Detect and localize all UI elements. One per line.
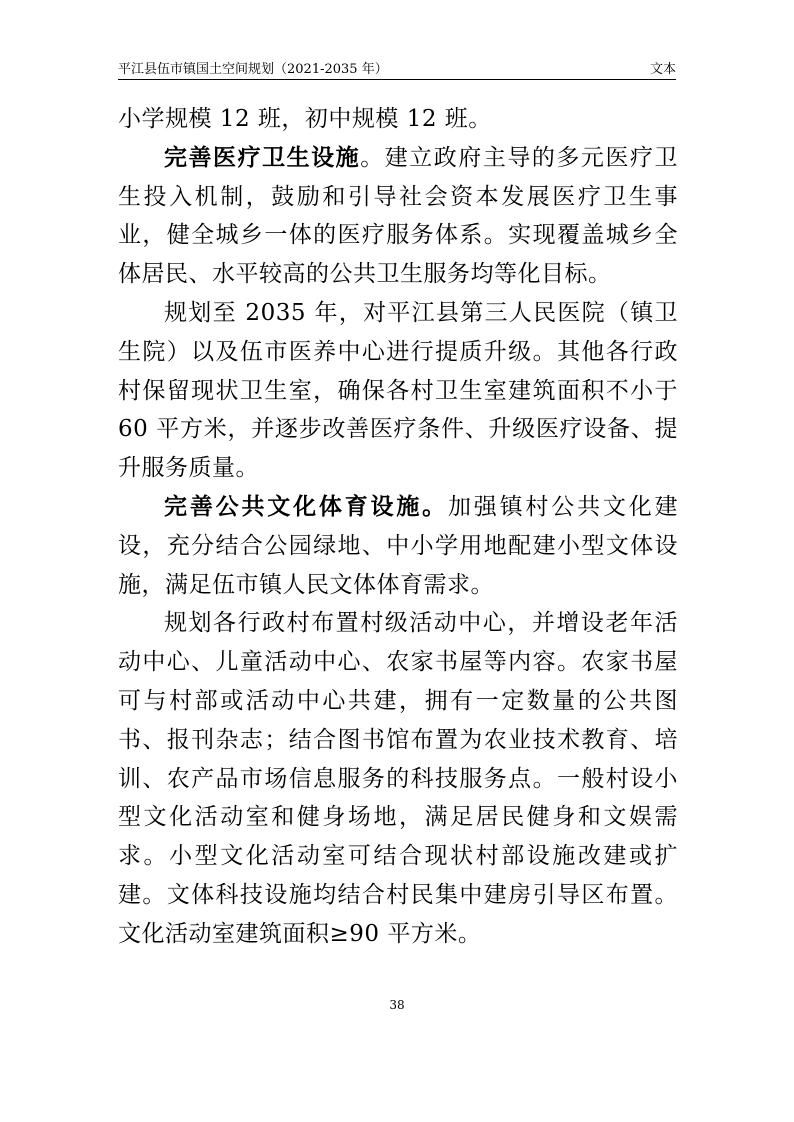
paragraph-medical bbox=[118, 139, 678, 294]
header-doc-type: 文本 bbox=[649, 62, 676, 77]
paragraph-lead-medical: 完善医疗卫生设施 bbox=[164, 143, 361, 171]
paragraph-lead-culture: 完善公共文化体育设施。 bbox=[164, 492, 448, 520]
paragraph-text: 规划至 2035 年，对平江县第三人民医院（镇卫生院）以及伍市医养中心进行提质升级。其他各行政村保留现状卫生室，确保各村卫生室建筑面积不小于 60 平方米，并逐步改善医疗条件、升级医疗设备、提升服务质量。 bbox=[118, 299, 678, 482]
paragraph-medical-plan bbox=[118, 294, 678, 488]
paragraph-text: 。建立政府主导的多元医疗卫生投入机制，鼓励和引导社会资本发展医疗卫生事业，健全城乡一体的医疗服务体系。实现覆盖城乡全体居民、水平较高的公共卫生服务均等化目标。 bbox=[118, 144, 679, 288]
paragraph-continuation bbox=[118, 100, 678, 139]
body-text bbox=[118, 100, 678, 954]
paragraph-text: 小学规模 12 班，初中规模 12 班。 bbox=[118, 106, 492, 132]
page-number: 38 bbox=[389, 998, 405, 1012]
paragraph-culture bbox=[118, 488, 678, 604]
page-header bbox=[118, 58, 676, 78]
header-doc-title: 平江县伍市镇国土空间规划（2021-2035 年） bbox=[118, 62, 388, 77]
paragraph-culture-plan bbox=[118, 604, 678, 953]
paragraph-text: 规划各行政村布置村级活动中心，并增设老年活动中心、儿童活动中心、农家书屋等内容。农家书屋可与村部或活动中心共建，拥有一定数量的公共图书、报刊杂志；结合图书馆布置为农业技术教育、培训、农产品市场信息服务的科技服务点。一般村设小型文化活动室和健身场地，满足居民健身和文娱需求。小型文化活动室可结合现状村部设施改建或扩建。文体科技设施均结合村民集中建房引导区布置。文化活动室建筑面积≥90 平方米。 bbox=[118, 610, 678, 947]
paragraph-text: 加强镇村公共文化建设，充分结合公园绿地、中小学用地配建小型文体设施，满足伍市镇人民文体体育需求。 bbox=[118, 493, 679, 598]
header-rule bbox=[118, 79, 676, 80]
